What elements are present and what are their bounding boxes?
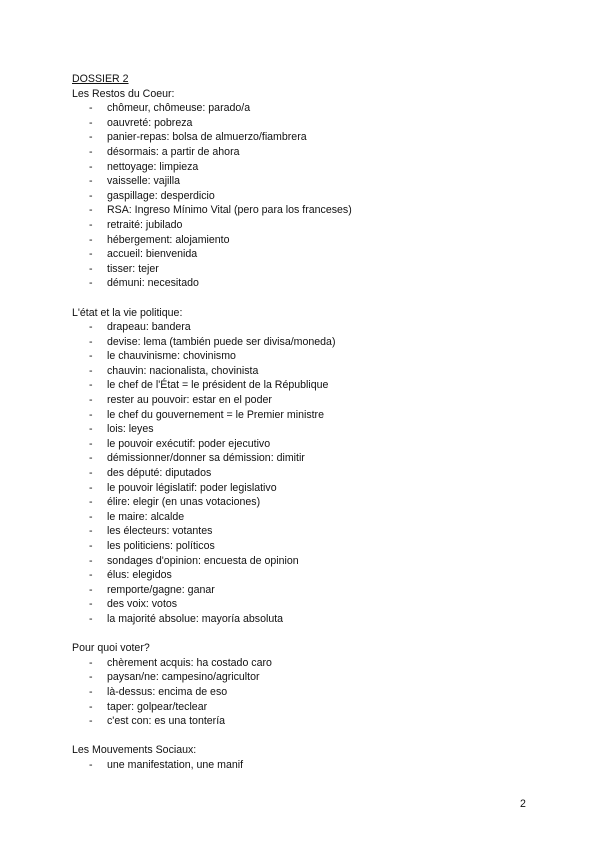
list-item: - chômeur, chômeuse: parado/a (72, 101, 542, 116)
list-item: - gaspillage: desperdicio (72, 189, 542, 204)
list-item: - taper: golpear/teclear (72, 700, 542, 715)
list-item: - élire: elegir (en unas votaciones) (72, 495, 542, 510)
list-item: - sondages d'opinion: encuesta de opinion (72, 554, 542, 569)
section-heading: Les Mouvements Sociaux: (72, 744, 197, 757)
list-item: - le pouvoir exécutif: poder ejecutivo (72, 437, 542, 452)
list-item: - chèrement acquis: ha costado caro (72, 656, 542, 671)
section-restos-du-coeur (72, 87, 542, 291)
section-heading: L'état et la vie politique: (72, 306, 183, 319)
list-item: - des député: diputados (72, 466, 542, 481)
page-number: 2 (520, 798, 526, 810)
list-item: - une manifestation, une manif (72, 758, 542, 773)
document-page (72, 72, 542, 773)
list-item: - panier-repas: bolsa de almuerzo/fiambrera (72, 130, 542, 145)
list-item: - tisser: tejer (72, 262, 542, 277)
list-item: - les électeurs: votantes (72, 524, 542, 539)
list-item: - démissionner/donner sa démission: dimitir (72, 451, 542, 466)
list-item: - paysan/ne: campesino/agricultor (72, 670, 542, 685)
section-heading: Pour quoi voter? (72, 642, 150, 655)
list-item: - rester au pouvoir: estar en el poder (72, 393, 542, 408)
list-item: - remporte/gagne: ganar (72, 583, 542, 598)
document-title: DOSSIER 2 (72, 73, 129, 85)
list-item: - les politiciens: políticos (72, 539, 542, 554)
list-item: - désormais: a partir de ahora (72, 145, 542, 160)
list-item: - chauvin: nacionalista, chovinista (72, 364, 542, 379)
list-item: - vaisselle: vajilla (72, 174, 542, 189)
vocabulary-list (72, 101, 542, 291)
list-item: - le chef de l'État = le président de la République (72, 378, 542, 393)
section-spacer (72, 627, 542, 642)
list-item: - le pouvoir législatif: poder legislativo (72, 481, 542, 496)
list-item: - accueil: bienvenida (72, 247, 542, 262)
list-item: - lois: leyes (72, 422, 542, 437)
list-item: - c'est con: es una tontería (72, 714, 542, 729)
section-mouvements-sociaux (72, 743, 542, 772)
list-item: - le chauvinisme: chovinismo (72, 349, 542, 364)
section-etat-vie-politique (72, 306, 542, 627)
list-item: - des voix: votos (72, 597, 542, 612)
section-spacer (72, 729, 542, 744)
list-item: - le maire: alcalde (72, 510, 542, 525)
list-item: - la majorité absolue: mayoría absoluta (72, 612, 542, 627)
list-item: - le chef du gouvernement = le Premier ministre (72, 408, 542, 423)
vocabulary-list (72, 758, 542, 773)
section-pour-quoi-voter (72, 641, 542, 729)
list-item: - hébergement: alojamiento (72, 233, 542, 248)
list-item: - là-dessus: encima de eso (72, 685, 542, 700)
section-spacer (72, 291, 542, 306)
list-item: - démuni: necesitado (72, 276, 542, 291)
list-item: - devise: lema (también puede ser divisa/moneda) (72, 335, 542, 350)
vocabulary-list (72, 656, 542, 729)
list-item: - nettoyage: limpieza (72, 160, 542, 175)
list-item: - drapeau: bandera (72, 320, 542, 335)
list-item: - RSA: Ingreso Mínimo Vital (pero para los franceses) (72, 203, 542, 218)
section-heading: Les Restos du Coeur: (72, 87, 175, 100)
list-item: - oauvreté: pobreza (72, 116, 542, 131)
list-item: - élus: elegidos (72, 568, 542, 583)
list-item: - retraité: jubilado (72, 218, 542, 233)
vocabulary-list (72, 320, 542, 626)
